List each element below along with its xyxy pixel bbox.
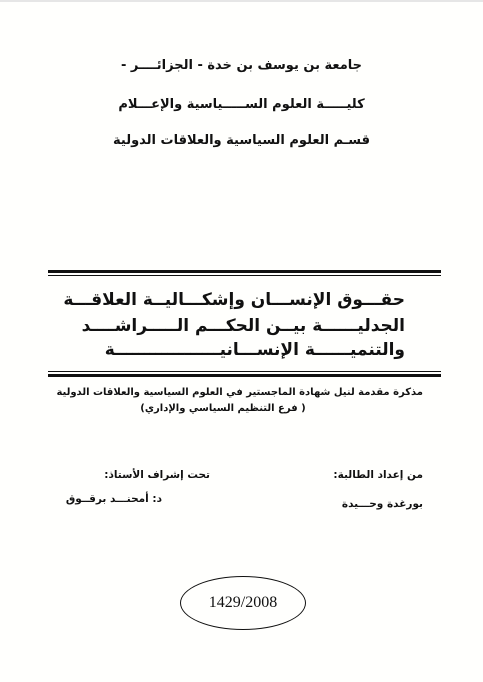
thesis-purpose: مذكرة مقدمة لنيل شهادة الماجستير في العلوم السياسية والعلاقات الدولية <box>56 387 423 398</box>
student-name: بورغدة وحـــيدة <box>341 498 423 510</box>
thesis-title-line-1: حقـــوق الإنســـان وإشكـــاليــة العلاقـــة <box>63 290 405 310</box>
title-top-rule <box>48 270 441 273</box>
thesis-title-line-3: والتنميــــــة الإنســـانيــــــــــــــــــة <box>104 340 405 360</box>
supervisor-name: د: أمحنـــد برقــوق <box>65 493 162 505</box>
title-bottom-rule-thin <box>48 371 441 372</box>
department-name: قسـم العلوم السياسية والعلاقات الدولية <box>113 133 370 148</box>
faculty-name: كليـــــة العلوم الســـــياسية والإعـــلام <box>118 97 365 112</box>
thesis-title-line-2: الجدليــــــة بيــن الحكـــم الـــــراشــــد <box>81 316 405 336</box>
university-name: جامعة بن يوسف بن خدة - الجزائــــر - <box>121 58 362 73</box>
student-label: من إعداد الطالبة: <box>333 469 423 481</box>
title-bottom-rule <box>48 374 441 377</box>
title-top-rule-thin <box>48 275 441 276</box>
defense-year: 1429/2008 <box>208 594 278 611</box>
thesis-branch: ( فرع التنظيم السياسي والإداري) <box>140 403 306 414</box>
year-ellipse <box>180 576 306 630</box>
supervisor-label: تحت إشراف الأستاذ: <box>104 469 210 481</box>
